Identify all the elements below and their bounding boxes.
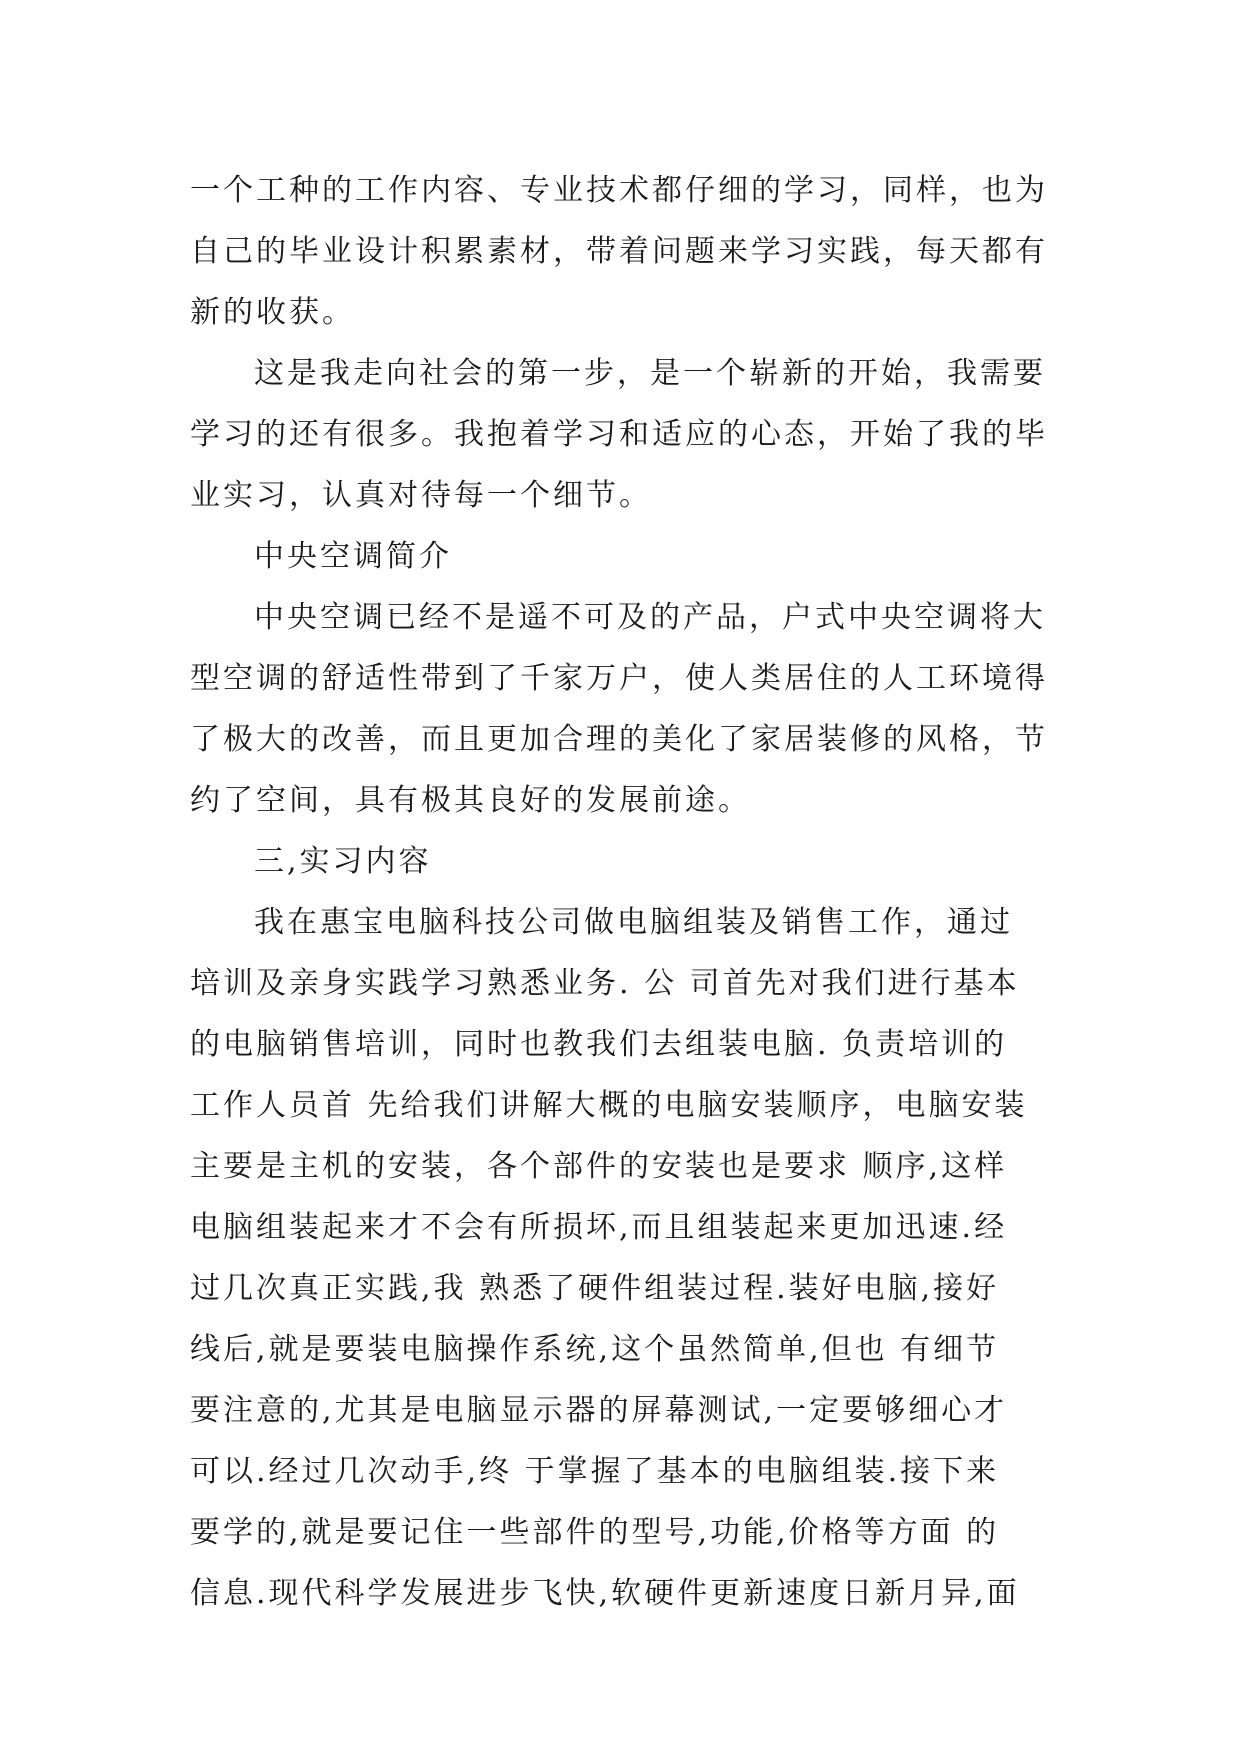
- text-line: 自己的毕业设计积累素材，带着问题来学习实践，每天都有: [190, 234, 1048, 269]
- text-line: 要学的,就是要记住一些部件的型号,功能,价格等方面 的: [190, 1515, 1000, 1550]
- text-line: 的电脑销售培训，同时也教我们去组装电脑. 负责培训的: [190, 1027, 1008, 1062]
- text-line: 信息.现代科学发展进步飞快,软硬件更新速度日新月异,面: [190, 1576, 1020, 1611]
- section-heading: 中央空调简介: [254, 539, 452, 574]
- text-line: 要注意的,尤其是电脑显示器的屏幕测试,一定要够细心才: [190, 1393, 1008, 1428]
- section-heading: 三,实习内容: [254, 844, 432, 879]
- text-line: 过几次真正实践,我 熟悉了硬件组装过程.装好电脑,接好: [190, 1271, 1000, 1306]
- text-line: 可以.经过几次动手,终 于掌握了基本的电脑组装.接下来: [190, 1454, 1000, 1489]
- text-line: 学习的还有很多。我抱着学习和适应的心态，开始了我的毕: [190, 417, 1048, 452]
- text-line: 约了空间，具有极其良好的发展前途。: [190, 783, 751, 818]
- text-line: 新的收获。: [190, 295, 355, 330]
- text-line: 我在惠宝电脑科技公司做电脑组装及销售工作，通过: [254, 905, 1013, 940]
- text-line: 电脑组装起来才不会有所损坏,而且组装起来更加迅速.经: [190, 1210, 1008, 1245]
- text-line: 型空调的舒适性带到了千家万户，使人类居住的人工环境得: [190, 661, 1048, 696]
- text-line: 一个工种的工作内容、专业技术都仔细的学习，同样，也为: [190, 173, 1048, 208]
- body-text: [190, 160, 1050, 1624]
- text-line: 业实习，认真对待每一个细节。: [190, 478, 652, 513]
- text-line: 中央空调已经不是遥不可及的产品，户式中央空调将大: [254, 600, 1046, 635]
- text-line: 主要是主机的安装，各个部件的安装也是要求 顺序,这样: [190, 1149, 1008, 1184]
- text-line: 线后,就是要装电脑操作系统,这个虽然简单,但也 有细节: [190, 1332, 1000, 1367]
- text-line: 培训及亲身实践学习熟悉业务. 公 司首先对我们进行基本: [190, 966, 1020, 1001]
- text-line: 了极大的改善，而且更加合理的美化了家居装修的风格，节: [190, 722, 1048, 757]
- text-line: 工作人员首 先给我们讲解大概的电脑安装顺序，电脑安装: [190, 1088, 1028, 1123]
- text-line: 这是我走向社会的第一步，是一个崭新的开始，我需要: [254, 356, 1046, 391]
